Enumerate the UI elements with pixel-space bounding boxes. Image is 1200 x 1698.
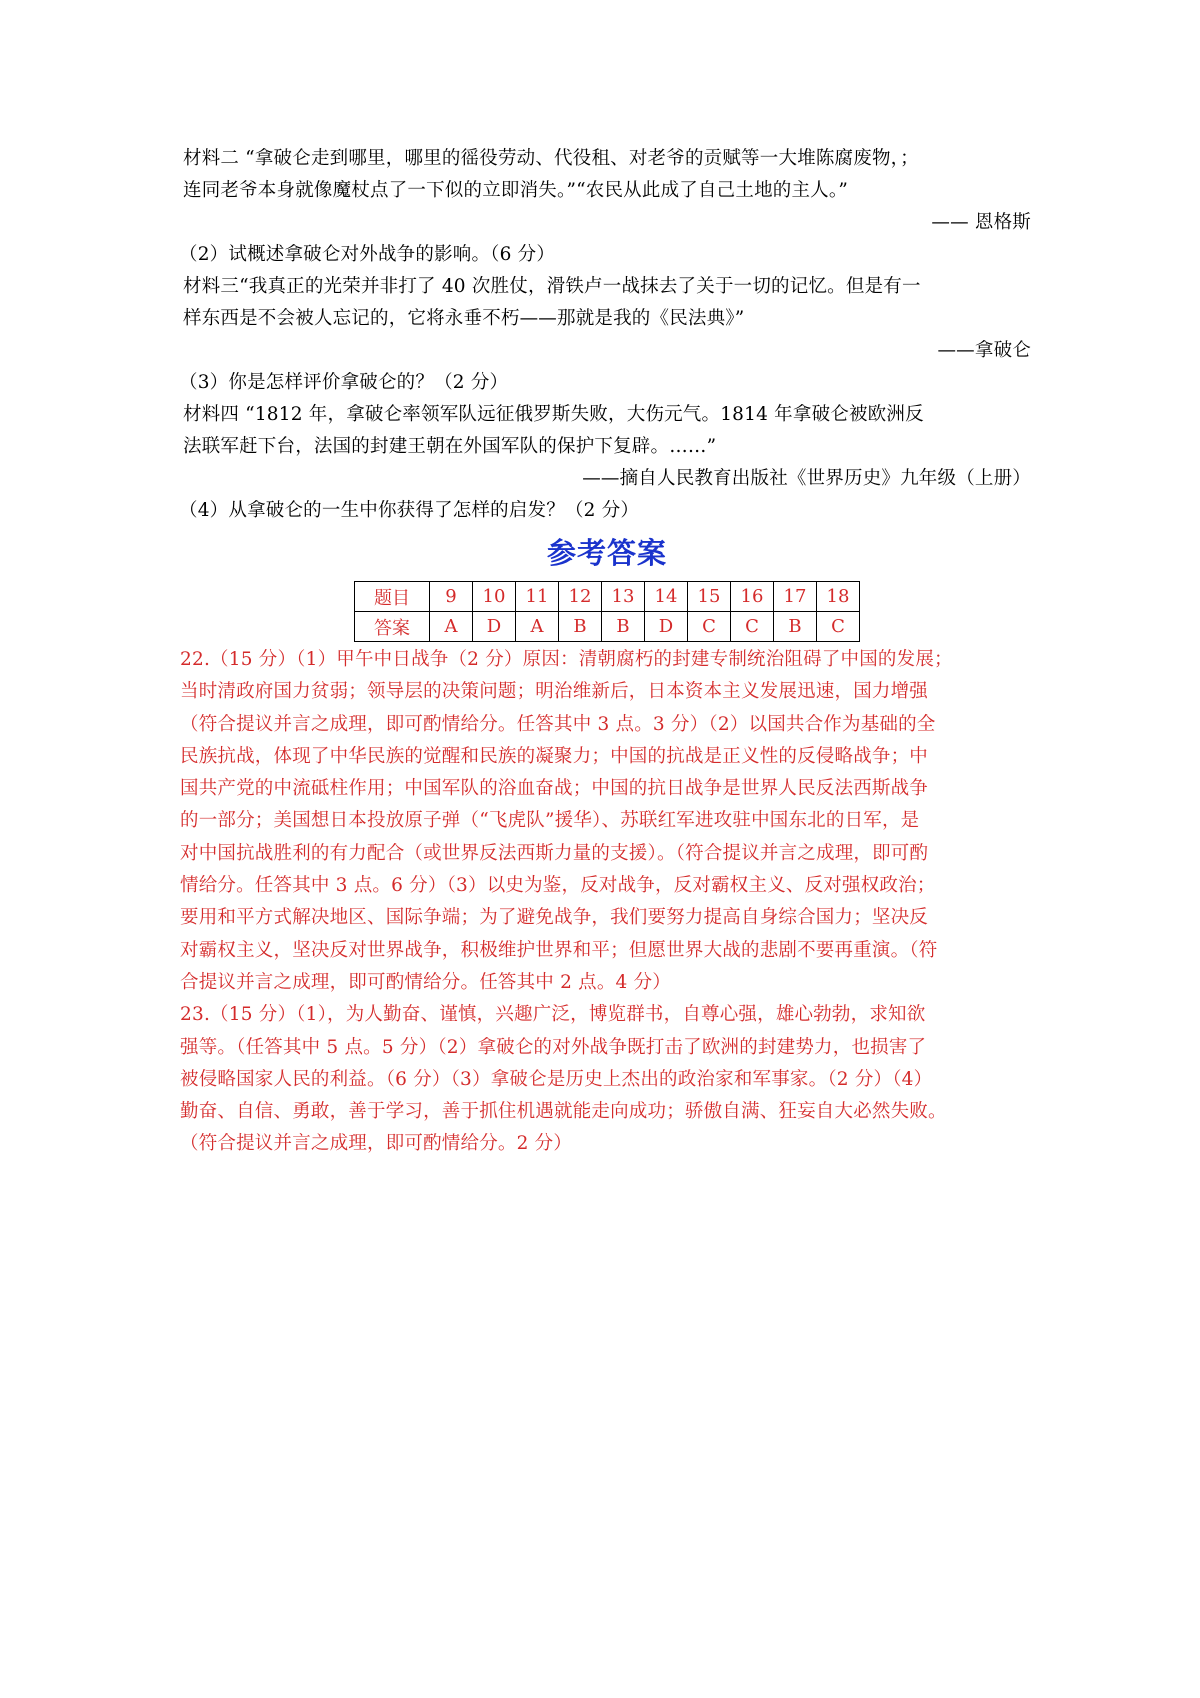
answer-line: 对霸权主义，坚决反对世界战争，积极维护世界和平；但愿世界大战的悲剧不要再重演。（符 [180, 939, 938, 961]
material3-attribution: ——拿破仑 [937, 340, 1031, 361]
question-number: 11 [516, 582, 559, 612]
answer-cell: A [516, 612, 559, 642]
answer-line: 强等。（任答其中 5 点。5 分）（2）拿破仑的对外战争既打击了欧洲的封建势力，也损害了 [180, 1036, 927, 1058]
answer-line: 要用和平方式解决地区、国际争端；为了避免战争，我们要努力提高自身综合国力；坚决反 [180, 907, 929, 929]
answer-table-row-numbers [355, 582, 860, 612]
answer-line: 23.（15 分）（1），为人勤奋、谨慎，兴趣广泛，博览群书，自尊心强，雄心勃勃，求知欲 [180, 1004, 926, 1026]
question-4: （4）从拿破仑的一生中你获得了怎样的启发？（2 分） [179, 500, 640, 521]
question-number: 13 [602, 582, 645, 612]
material4-line2: 法联军赶下台，法国的封建王朝在外国军队的保护下复辟。……” [183, 436, 717, 457]
material2-line2: 连同老爷本身就像魔杖点了一下似的立即消失。”“农民从此成了自己土地的主人。” [183, 180, 848, 201]
answer-text [180, 644, 1031, 1161]
answer-cell: B [774, 612, 817, 642]
question-number: 16 [731, 582, 774, 612]
material4-line1: 材料四 “1812 年，拿破仑率领军队远征俄罗斯失败，大伤元气。1814 年拿破仑被欧洲反 [183, 404, 924, 425]
question-number: 14 [645, 582, 688, 612]
document-page [179, 143, 1031, 1161]
answer-cell: D [645, 612, 688, 642]
answer-line: （符合提议并言之成理，即可酌情给分。2 分） [180, 1133, 573, 1155]
answer-cell: B [559, 612, 602, 642]
answer-table [354, 581, 860, 642]
answer-line: 民族抗战，体现了中华民族的觉醒和民族的凝聚力；中国的抗战是正义性的反侵略战争；中 [180, 745, 929, 767]
answer-title: 参考答案 [546, 536, 667, 570]
question-number: 17 [774, 582, 817, 612]
answer-line: 对中国抗战胜利的有力配合（或世界反法西斯力量的支援）。（符合提议并言之成理，即可酌 [180, 842, 929, 864]
answer-table-header-question: 题目 [355, 582, 430, 612]
answer-table-header-answer: 答案 [355, 612, 430, 642]
question-number: 15 [688, 582, 731, 612]
answer-line: 的一部分；美国想日本投放原子弹（“飞虎队”援华）、苏联红军进攻驻中国东北的日军，是 [180, 810, 920, 832]
answer-line: 勤奋、自信、勇敢，善于学习，善于抓住机遇就能走向成功；骄傲自满、狂妄自大必然失败。 [180, 1101, 947, 1123]
material3-line1: 材料三“我真正的光荣并非打了 40 次胜仗，滑铁卢一战抹去了关于一切的记忆。但是有一 [183, 276, 921, 297]
question-2: （2）试概述拿破仑对外战争的影响。（6 分） [179, 244, 556, 265]
question-number: 12 [559, 582, 602, 612]
material4-attribution: ——摘自人民教育出版社《世界历史》九年级（上册） [582, 468, 1031, 489]
material2-line1: 材料二 “拿破仑走到哪里，哪里的徭役劳动、代役租、对老爷的贡赋等一大堆陈腐废物，； [183, 148, 919, 169]
answer-line: （符合提议并言之成理，即可酌情给分。任答其中 3 点。3 分）（2）以国共合作为基础的全 [180, 713, 936, 735]
answer-cell: D [473, 612, 516, 642]
material3-line2: 样东西是不会被人忘记的，它将永垂不朽——那就是我的《民法典》” [183, 308, 745, 329]
question-number: 9 [430, 582, 473, 612]
answer-table-row-answers [355, 612, 860, 642]
answer-line: 国共产党的中流砥柱作用；中国军队的浴血奋战；中国的抗日战争是世界人民反法西斯战争 [180, 778, 929, 800]
answer-line: 被侵略国家人民的利益。（6 分）（3）拿破仑是历史上杰出的政治家和军事家。（2 分）（4） [180, 1068, 933, 1090]
material2-attribution: —— 恩格斯 [931, 212, 1031, 233]
answer-line: 22.（15 分）（1）甲午中日战争（2 分）原因：清朝腐朽的封建专制统治阻碍了中国的发展； [180, 649, 953, 670]
answer-cell: C [731, 612, 774, 642]
answer-cell: A [430, 612, 473, 642]
answer-cell: C [817, 612, 860, 642]
answer-cell: C [688, 612, 731, 642]
question-number: 18 [817, 582, 860, 612]
answer-line: 情给分。任答其中 3 点。6 分）（3）以史为鉴，反对战争，反对霸权主义、反对强权政治； [180, 875, 936, 897]
question-number: 10 [473, 582, 516, 612]
answer-line: 当时清政府国力贫弱；领导层的决策问题；明治维新后，日本资本主义发展迅速，国力增强 [180, 681, 929, 703]
answer-line: 合提议并言之成理，即可酌情给分。任答其中 2 点。4 分） [180, 971, 671, 993]
answer-cell: B [602, 612, 645, 642]
question-3: （3）你是怎样评价拿破仑的？（2 分） [179, 372, 509, 393]
